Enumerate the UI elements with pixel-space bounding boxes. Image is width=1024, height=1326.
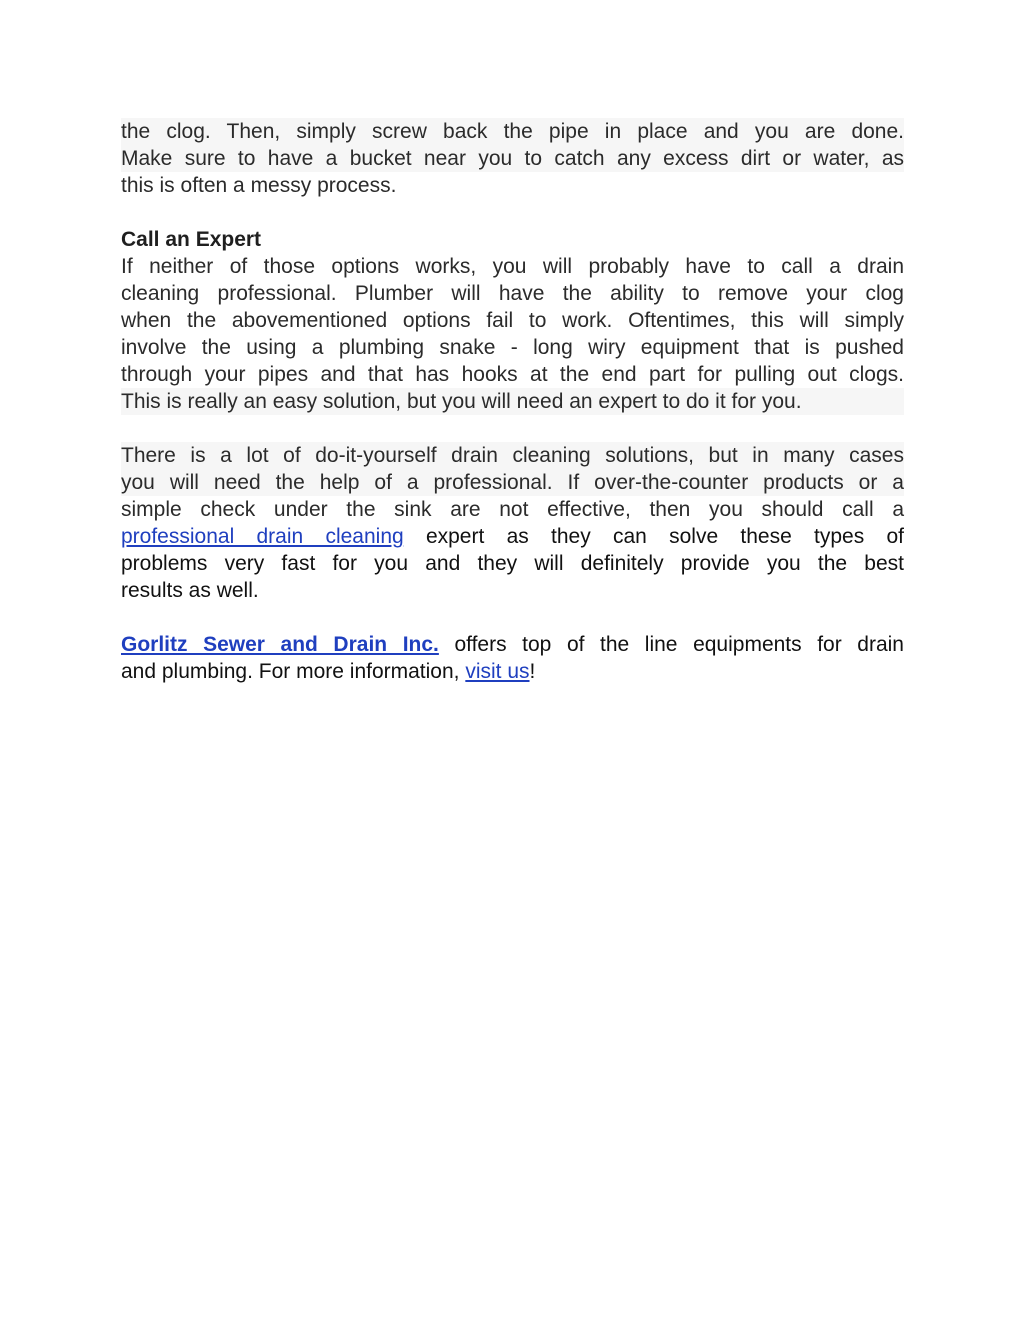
document-page	[121, 118, 904, 712]
text-line: results as well.	[121, 579, 259, 602]
text-line: you will need the help of a professional. If over-the-counter products or a	[121, 471, 904, 494]
text-line: the clog. Then, simply screw back the pipe in place and you are done.	[121, 120, 904, 143]
text-line-with-link	[121, 523, 904, 550]
section-heading: Call an Expert	[121, 228, 262, 251]
paragraph-clog-removal	[121, 118, 904, 199]
text-line: Make sure to have a bucket near you to catch any excess dirt or water, as	[121, 147, 904, 170]
text-line: There is a lot of do-it-yourself drain cleaning solutions, but in many cases	[121, 444, 904, 467]
text-line: this is often a messy process.	[121, 174, 397, 197]
visit-us-link[interactable]: visit us	[465, 660, 530, 683]
text-line: when the abovementioned options fail to work. Oftentimes, this will simply	[121, 309, 904, 332]
text-fragment: !	[529, 660, 536, 683]
text-line: cleaning professional. Plumber will have the ability to remove your clog	[121, 282, 904, 305]
text-line: through your pipes and that has hooks at the end part for pulling out clogs.	[121, 363, 904, 386]
section-call-an-expert	[121, 226, 904, 415]
paragraph-company-info	[121, 631, 904, 685]
text-line-with-link	[121, 631, 904, 658]
text-line-with-link	[121, 658, 904, 685]
text-line: involve the using a plumbing snake - long wiry equipment that is pushed	[121, 336, 904, 359]
company-link[interactable]: Gorlitz Sewer and Drain Inc.	[121, 633, 439, 656]
text-line: If neither of those options works, you will probably have to call a drain	[121, 255, 904, 278]
text-line: This is really an easy solution, but you will need an expert to do it for you.	[121, 388, 904, 415]
text-fragment: offers top of the line equipments for drain	[438, 633, 904, 656]
text-line: simple check under the sink are not effective, then you should call a	[121, 498, 904, 521]
text-fragment: and plumbing. For more information,	[121, 660, 466, 683]
text-line: problems very fast for you and they will definitely provide you the best	[121, 552, 904, 575]
professional-drain-cleaning-link[interactable]: professional drain cleaning	[121, 525, 404, 548]
paragraph-professional-help	[121, 442, 904, 604]
text-fragment: expert as they can solve these types of	[403, 525, 904, 548]
